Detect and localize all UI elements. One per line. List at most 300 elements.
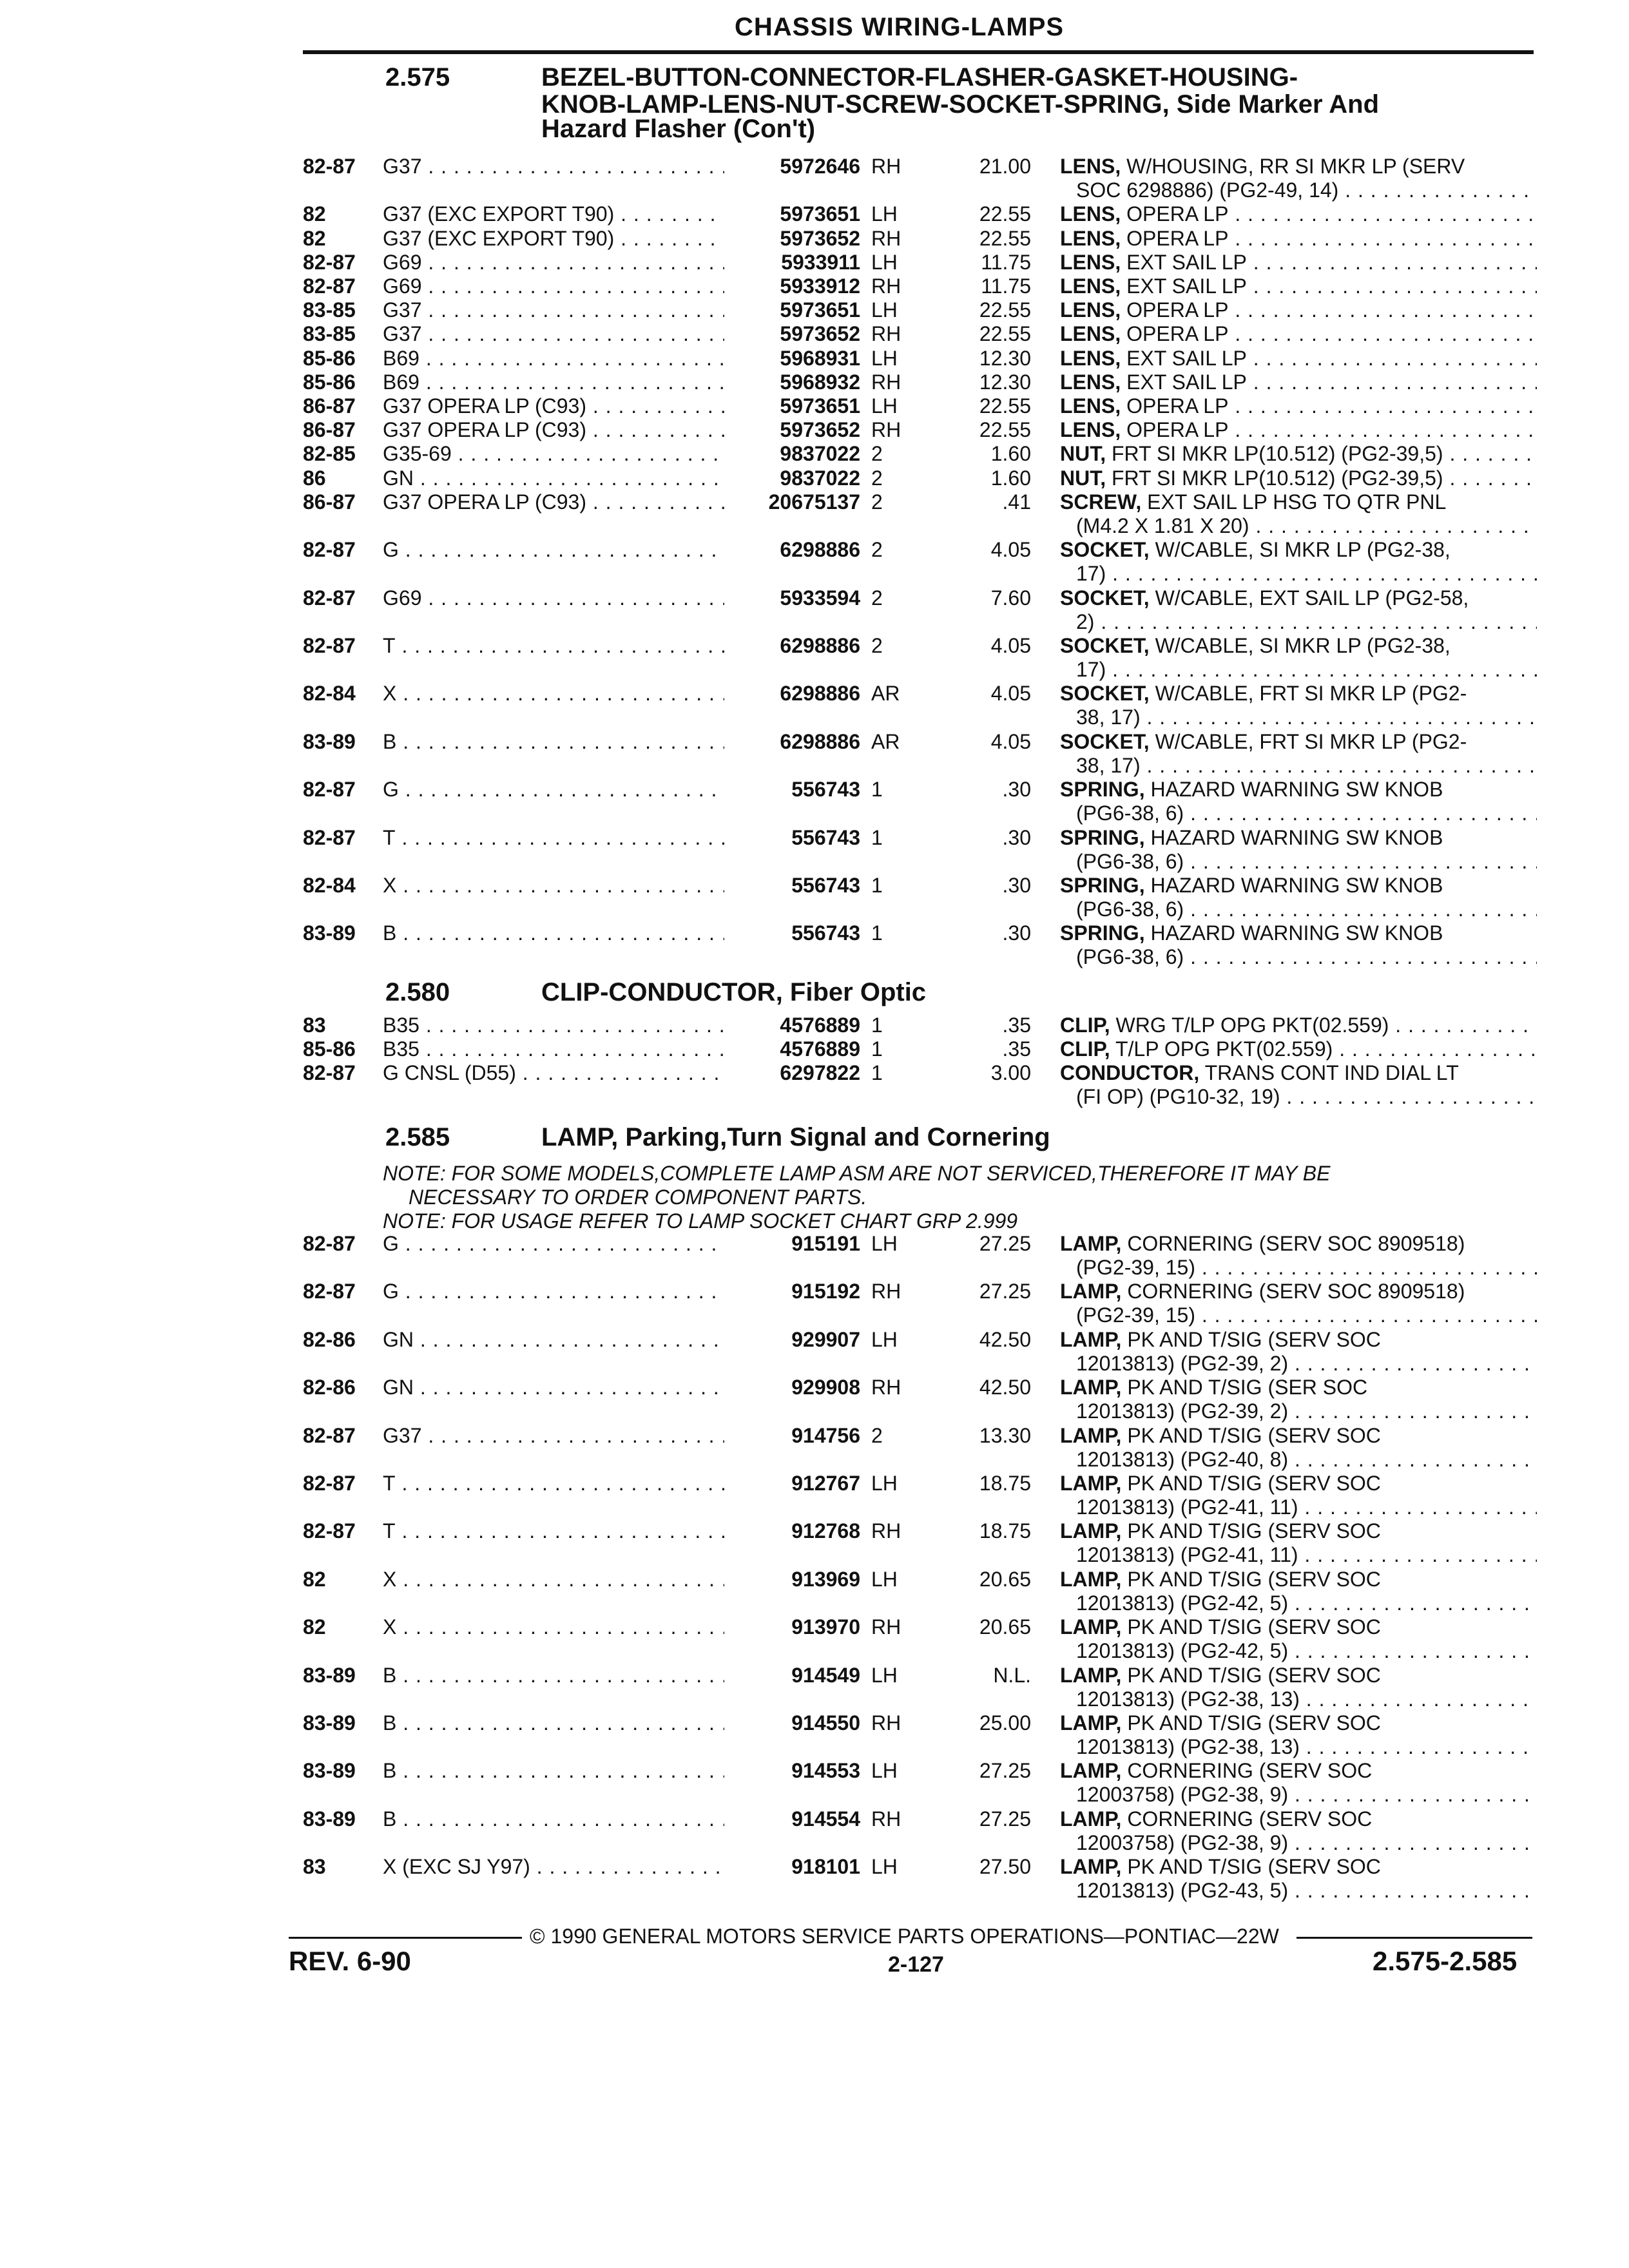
description bbox=[1060, 874, 1537, 921]
description-line bbox=[1060, 1615, 1537, 1639]
price: 27.50 bbox=[979, 1855, 1031, 1879]
description-line bbox=[1060, 874, 1537, 898]
description-line bbox=[1060, 1664, 1537, 1687]
model-years: 82-87 bbox=[303, 1519, 356, 1543]
description-line bbox=[1060, 370, 1537, 394]
price: 11.75 bbox=[981, 250, 1031, 274]
model-code: GN . . . bbox=[383, 1328, 724, 1352]
description bbox=[1060, 227, 1537, 251]
model-code: G37 (EXC EXPORT T90) . . . bbox=[383, 227, 724, 251]
description-line bbox=[1060, 1328, 1537, 1352]
part-number: 5973652 bbox=[780, 226, 860, 250]
price: 4.05 bbox=[990, 538, 1031, 562]
model-years: 82-84 bbox=[303, 682, 356, 706]
description-text: W/HOUSING, RR SI MKR LP (SERV bbox=[1126, 155, 1465, 178]
part-number: 929907 bbox=[791, 1327, 860, 1351]
part-keyword: CLIP, bbox=[1060, 1014, 1110, 1037]
model-code: B35 . . . bbox=[383, 1014, 724, 1037]
part-keyword: NUT, bbox=[1060, 442, 1106, 466]
description-line bbox=[1060, 826, 1537, 850]
description-text: W/CABLE, EXT SAIL LP (PG2-58, bbox=[1155, 586, 1469, 610]
section-title-line: LAMP, Parking,Turn Signal and Cornering bbox=[541, 1123, 1050, 1151]
part-number: 4576889 bbox=[780, 1037, 860, 1061]
part-number: 914554 bbox=[791, 1807, 860, 1831]
price: .35 bbox=[1002, 1014, 1031, 1037]
part-number: 556743 bbox=[791, 874, 860, 897]
model-years: 82 bbox=[303, 1567, 326, 1591]
description bbox=[1060, 1472, 1537, 1519]
quantity: AR bbox=[871, 729, 900, 753]
model-years: 85-86 bbox=[303, 1037, 356, 1061]
description bbox=[1060, 1759, 1537, 1807]
description-text: PK AND T/SIG (SERV SOC bbox=[1127, 1855, 1381, 1879]
part-number: 914756 bbox=[791, 1423, 860, 1447]
model-years: 82-87 bbox=[303, 250, 356, 274]
part-number: 4576889 bbox=[780, 1014, 860, 1037]
description-continuation: 38, 17) . . . bbox=[1060, 754, 1537, 778]
part-keyword: SOCKET, bbox=[1060, 538, 1150, 562]
quantity: LH bbox=[871, 250, 898, 274]
model-code: T . . . bbox=[383, 1519, 724, 1543]
quantity: RH bbox=[871, 1280, 901, 1303]
footer-rule bbox=[289, 1937, 522, 1939]
model-code: B . . . bbox=[383, 1664, 724, 1687]
model-years: 83-85 bbox=[303, 322, 356, 346]
description-continuation: 17) . . . bbox=[1060, 658, 1537, 682]
price: 12.30 bbox=[979, 370, 1031, 394]
model-code: G37 OPERA LP (C93) . . . bbox=[383, 394, 724, 418]
description-text: CORNERING (SERV SOC 8909518) bbox=[1127, 1280, 1465, 1303]
part-keyword: SPRING, bbox=[1060, 825, 1145, 849]
price: 21.00 bbox=[979, 155, 1031, 178]
part-keyword: SOCKET, bbox=[1060, 634, 1150, 657]
description-continuation: (FI OP) (PG10-32, 19) . . . bbox=[1060, 1085, 1537, 1109]
price: 11.75 bbox=[981, 274, 1031, 298]
model-code: B35 . . . bbox=[383, 1037, 724, 1061]
description bbox=[1060, 418, 1537, 442]
description-continuation: 12013813) (PG2-42, 5) . . . bbox=[1060, 1639, 1537, 1663]
model-years: 82-87 bbox=[303, 538, 356, 562]
model-code: G CNSL (D55) . . . bbox=[383, 1061, 724, 1085]
price: 22.55 bbox=[979, 202, 1031, 226]
model-years: 83-89 bbox=[303, 729, 356, 753]
part-keyword: LENS, bbox=[1060, 370, 1121, 394]
part-keyword: LAMP, bbox=[1060, 1855, 1122, 1879]
quantity: 1 bbox=[871, 1014, 883, 1037]
description-text: W/CABLE, FRT SI MKR LP (PG2- bbox=[1155, 682, 1467, 706]
description-text: CORNERING (SERV SOC bbox=[1127, 1807, 1373, 1831]
part-keyword: LENS, bbox=[1060, 298, 1121, 322]
model-years: 82-84 bbox=[303, 874, 356, 897]
description bbox=[1060, 1664, 1537, 1711]
description-continuation: 12013813) (PG2-39, 2) . . . bbox=[1060, 1352, 1537, 1376]
model-years: 85-86 bbox=[303, 346, 356, 370]
price: .30 bbox=[1002, 825, 1031, 849]
part-number: 5973651 bbox=[780, 202, 860, 226]
part-number: 5933594 bbox=[780, 586, 860, 610]
model-years: 85-86 bbox=[303, 370, 356, 394]
part-number: 912767 bbox=[791, 1472, 860, 1495]
model-code: G37 (EXC EXPORT T90) . . . bbox=[383, 202, 724, 226]
model-years: 82-86 bbox=[303, 1376, 356, 1399]
part-number: 5933912 bbox=[780, 274, 860, 298]
model-years: 86-87 bbox=[303, 418, 356, 442]
description-continuation: 12013813) (PG2-38, 13) . . . bbox=[1060, 1735, 1537, 1759]
description-line bbox=[1060, 1280, 1537, 1303]
part-keyword: SOCKET, bbox=[1060, 729, 1150, 753]
part-keyword: SPRING, bbox=[1060, 874, 1145, 897]
part-number: 913970 bbox=[791, 1615, 860, 1639]
description-line bbox=[1060, 730, 1537, 754]
part-keyword: LENS, bbox=[1060, 418, 1121, 442]
price: 4.05 bbox=[990, 682, 1031, 706]
page-title: CHASSIS WIRING-LAMPS bbox=[735, 13, 1065, 41]
model-years: 82-87 bbox=[303, 155, 356, 178]
part-keyword: LAMP, bbox=[1060, 1807, 1122, 1831]
part-keyword: SOCKET, bbox=[1060, 682, 1150, 706]
model-code: G69 . . . bbox=[383, 274, 724, 298]
part-number: 5933911 bbox=[781, 250, 860, 274]
description bbox=[1060, 202, 1537, 226]
quantity: LH bbox=[871, 1663, 898, 1687]
model-years: 82-86 bbox=[303, 1327, 356, 1351]
model-years: 86-87 bbox=[303, 490, 356, 514]
description bbox=[1060, 1711, 1537, 1759]
description-continuation: (PG2-39, 15) . . . bbox=[1060, 1256, 1537, 1280]
model-years: 82 bbox=[303, 1615, 326, 1639]
description-continuation: 12013813) (PG2-38, 13) . . . bbox=[1060, 1687, 1537, 1711]
part-number: 5973652 bbox=[780, 418, 860, 442]
part-keyword: SPRING, bbox=[1060, 778, 1145, 802]
description-text: TRANS CONT IND DIAL LT bbox=[1204, 1061, 1459, 1085]
description-text: OPERA LP bbox=[1126, 394, 1229, 418]
model-code: B . . . bbox=[383, 921, 724, 945]
description-line bbox=[1060, 274, 1537, 298]
description-text: EXT SAIL LP bbox=[1126, 274, 1247, 298]
description-continuation: 12013813) (PG2-42, 5) . . . bbox=[1060, 1591, 1537, 1615]
description bbox=[1060, 1855, 1537, 1903]
description bbox=[1060, 274, 1537, 298]
price: .30 bbox=[1002, 778, 1031, 802]
description-line bbox=[1060, 442, 1537, 466]
part-keyword: SOCKET, bbox=[1060, 586, 1150, 610]
quantity: LH bbox=[871, 1855, 898, 1879]
price: 4.05 bbox=[990, 729, 1031, 753]
description-text: W/CABLE, SI MKR LP (PG2-38, bbox=[1155, 538, 1451, 562]
model-years: 82-87 bbox=[303, 1423, 356, 1447]
model-code: G37 . . . bbox=[383, 1424, 724, 1448]
description-line bbox=[1060, 155, 1537, 178]
section-number: 2.575 bbox=[385, 63, 450, 91]
price: 22.55 bbox=[979, 298, 1031, 322]
description-line bbox=[1060, 347, 1537, 370]
description-text: OPERA LP bbox=[1126, 226, 1229, 250]
part-keyword: LENS, bbox=[1060, 202, 1121, 226]
part-keyword: LAMP, bbox=[1060, 1280, 1122, 1303]
model-code: GN . . . bbox=[383, 1376, 724, 1399]
description bbox=[1060, 1519, 1537, 1567]
model-years: 82-87 bbox=[303, 1280, 356, 1303]
revision-label: REV. 6-90 bbox=[289, 1946, 411, 1976]
description-line bbox=[1060, 1472, 1537, 1495]
price: .35 bbox=[1002, 1037, 1031, 1061]
description-text: PK AND T/SIG (SERV SOC bbox=[1127, 1615, 1381, 1639]
description bbox=[1060, 298, 1537, 322]
description-continuation: (M4.2 X 1.81 X 20) . . . bbox=[1060, 514, 1537, 538]
quantity: LH bbox=[871, 1327, 898, 1351]
model-years: 83 bbox=[303, 1014, 326, 1037]
description-line bbox=[1060, 322, 1537, 346]
quantity: 1 bbox=[871, 825, 883, 849]
model-years: 82-87 bbox=[303, 1232, 356, 1255]
part-keyword: LENS, bbox=[1060, 226, 1121, 250]
model-years: 86 bbox=[303, 466, 326, 490]
model-code: B . . . bbox=[383, 730, 724, 754]
description bbox=[1060, 1232, 1537, 1280]
header-rule bbox=[303, 50, 1534, 54]
model-code: T . . . bbox=[383, 1472, 724, 1495]
part-number: 5968931 bbox=[780, 346, 860, 370]
model-code: B . . . bbox=[383, 1807, 724, 1831]
price: 1.60 bbox=[990, 466, 1031, 490]
description bbox=[1060, 466, 1537, 490]
quantity: 2 bbox=[871, 586, 883, 610]
part-number: 556743 bbox=[791, 921, 860, 945]
part-number: 556743 bbox=[791, 825, 860, 849]
model-code: G37 OPERA LP (C93) . . . bbox=[383, 418, 724, 442]
model-code: G . . . bbox=[383, 778, 724, 802]
description-text: PK AND T/SIG (SERV SOC bbox=[1127, 1567, 1381, 1591]
model-years: 82-87 bbox=[303, 586, 356, 610]
model-years: 82-87 bbox=[303, 778, 356, 802]
section-title-line: Hazard Flasher (Con't) bbox=[541, 115, 816, 143]
price: N.L. bbox=[993, 1663, 1031, 1687]
model-years: 82-87 bbox=[303, 825, 356, 849]
description bbox=[1060, 1280, 1537, 1327]
description-line bbox=[1060, 227, 1537, 251]
description-text: PK AND T/SIG (SERV SOC bbox=[1127, 1519, 1381, 1543]
model-code: G . . . bbox=[383, 1280, 724, 1303]
description-line bbox=[1060, 466, 1537, 490]
description-line bbox=[1060, 1711, 1537, 1735]
quantity: RH bbox=[871, 418, 901, 442]
description bbox=[1060, 347, 1537, 370]
price: 13.30 bbox=[979, 1423, 1031, 1447]
description-text: HAZARD WARNING SW KNOB bbox=[1150, 921, 1443, 945]
description-text: CORNERING (SERV SOC 8909518) bbox=[1127, 1232, 1465, 1255]
description-line bbox=[1060, 394, 1537, 418]
quantity: LH bbox=[871, 1472, 898, 1495]
model-years: 83-89 bbox=[303, 921, 356, 945]
description-continuation: 12013813) (PG2-41, 11) . . . bbox=[1060, 1495, 1537, 1519]
price: 42.50 bbox=[979, 1376, 1031, 1399]
description-text: PK AND T/SIG (SERV SOC bbox=[1127, 1472, 1381, 1495]
model-code: G69 . . . bbox=[383, 251, 724, 274]
description-line bbox=[1060, 202, 1537, 226]
description-line bbox=[1060, 1568, 1537, 1591]
price: .41 bbox=[1002, 490, 1031, 514]
part-keyword: LENS, bbox=[1060, 274, 1121, 298]
description-line bbox=[1060, 682, 1537, 706]
model-code: X (EXC SJ Y97) . . . bbox=[383, 1855, 724, 1879]
model-code: G69 . . . bbox=[383, 586, 724, 610]
price: .30 bbox=[1002, 874, 1031, 897]
quantity: 2 bbox=[871, 1423, 883, 1447]
description-text: HAZARD WARNING SW KNOB bbox=[1150, 874, 1443, 897]
description-continuation: 38, 17) . . . bbox=[1060, 706, 1537, 729]
model-years: 83-85 bbox=[303, 298, 356, 322]
quantity: 1 bbox=[871, 921, 883, 945]
description bbox=[1060, 634, 1537, 682]
price: 20.65 bbox=[979, 1567, 1031, 1591]
part-keyword: LENS, bbox=[1060, 394, 1121, 418]
description-line bbox=[1060, 586, 1537, 610]
description bbox=[1060, 1568, 1537, 1615]
description-line bbox=[1060, 418, 1537, 442]
description-text: PK AND T/SIG (SER SOC bbox=[1127, 1376, 1368, 1399]
description-line bbox=[1060, 1759, 1537, 1783]
description bbox=[1060, 1014, 1537, 1037]
price: 27.25 bbox=[979, 1280, 1031, 1303]
quantity: 2 bbox=[871, 490, 883, 514]
description-text: OPERA LP bbox=[1126, 322, 1229, 346]
description-continuation: 12003758) (PG2-38, 9) . . . bbox=[1060, 1831, 1537, 1855]
section-title-line: CLIP-CONDUCTOR, Fiber Optic bbox=[541, 978, 927, 1006]
quantity: RH bbox=[871, 274, 901, 298]
description bbox=[1060, 538, 1537, 586]
quantity: RH bbox=[871, 1711, 901, 1735]
model-years: 83-89 bbox=[303, 1663, 356, 1687]
description-line bbox=[1060, 490, 1537, 514]
part-keyword: LAMP, bbox=[1060, 1615, 1122, 1639]
model-code: G37 . . . bbox=[383, 322, 724, 346]
part-number: 912768 bbox=[791, 1519, 860, 1543]
part-number: 914553 bbox=[791, 1759, 860, 1783]
description-continuation: 17) . . . bbox=[1060, 562, 1537, 586]
model-code: X . . . bbox=[383, 1568, 724, 1591]
description-line bbox=[1060, 778, 1537, 802]
quantity: RH bbox=[871, 322, 901, 346]
part-keyword: LENS, bbox=[1060, 346, 1121, 370]
description-text: W/CABLE, FRT SI MKR LP (PG2- bbox=[1155, 729, 1467, 753]
model-code: B69 . . . bbox=[383, 370, 724, 394]
description-continuation: SOC 6298886) (PG2-49, 14) . . . bbox=[1060, 178, 1537, 202]
description bbox=[1060, 155, 1537, 202]
description-text: PK AND T/SIG (SERV SOC bbox=[1127, 1711, 1381, 1735]
description-line bbox=[1060, 1232, 1537, 1256]
quantity: LH bbox=[871, 346, 898, 370]
part-number: 5968932 bbox=[780, 370, 860, 394]
section-title-line: BEZEL-BUTTON-CONNECTOR-FLASHER-GASKET-HOUSING- bbox=[541, 63, 1298, 91]
price: 18.75 bbox=[979, 1519, 1031, 1543]
price: 42.50 bbox=[979, 1327, 1031, 1351]
description bbox=[1060, 394, 1537, 418]
description-text: EXT SAIL LP bbox=[1126, 346, 1247, 370]
description-text: W/CABLE, SI MKR LP (PG2-38, bbox=[1155, 634, 1451, 657]
part-keyword: LAMP, bbox=[1060, 1663, 1122, 1687]
description-text: CORNERING (SERV SOC bbox=[1127, 1759, 1373, 1783]
description-line bbox=[1060, 1807, 1537, 1831]
description-text: OPERA LP bbox=[1126, 298, 1229, 322]
price: 25.00 bbox=[979, 1711, 1031, 1735]
quantity: LH bbox=[871, 298, 898, 322]
model-code: X . . . bbox=[383, 1615, 724, 1639]
description bbox=[1060, 921, 1537, 969]
section-number: 2.585 bbox=[385, 1123, 450, 1151]
model-years: 82-87 bbox=[303, 634, 356, 657]
part-keyword: LAMP, bbox=[1060, 1759, 1122, 1783]
part-number: 918101 bbox=[791, 1855, 860, 1879]
model-code: G . . . bbox=[383, 538, 724, 562]
description-text: HAZARD WARNING SW KNOB bbox=[1150, 825, 1443, 849]
model-years: 83-89 bbox=[303, 1759, 356, 1783]
model-code: GN . . . bbox=[383, 466, 724, 490]
description-text: PK AND T/SIG (SERV SOC bbox=[1127, 1327, 1381, 1351]
part-number: 914550 bbox=[791, 1711, 860, 1735]
model-years: 86-87 bbox=[303, 394, 356, 418]
description-line bbox=[1060, 298, 1537, 322]
description bbox=[1060, 682, 1537, 729]
description-text: FRT SI MKR LP(10.512) (PG2-39,5) bbox=[1112, 442, 1443, 466]
price: .30 bbox=[1002, 921, 1031, 945]
description-text: HAZARD WARNING SW KNOB bbox=[1150, 778, 1443, 802]
part-number: 929908 bbox=[791, 1376, 860, 1399]
price: 22.55 bbox=[979, 418, 1031, 442]
description-continuation: 12003758) (PG2-38, 9) . . . bbox=[1060, 1783, 1537, 1807]
price: 22.55 bbox=[979, 394, 1031, 418]
description bbox=[1060, 1424, 1537, 1472]
model-code: B . . . bbox=[383, 1759, 724, 1783]
description bbox=[1060, 251, 1537, 274]
part-keyword: LAMP, bbox=[1060, 1567, 1122, 1591]
description-line bbox=[1060, 1037, 1537, 1061]
description-line bbox=[1060, 1376, 1537, 1399]
description bbox=[1060, 442, 1537, 466]
model-code: T . . . bbox=[383, 634, 724, 658]
part-number: 5972646 bbox=[780, 155, 860, 178]
price: 22.55 bbox=[979, 226, 1031, 250]
part-keyword: LAMP, bbox=[1060, 1232, 1122, 1255]
quantity: 2 bbox=[871, 634, 883, 657]
note-line: NOTE: FOR USAGE REFER TO LAMP SOCKET CHART GRP 2.999 bbox=[383, 1209, 1018, 1233]
description-continuation: 12013813) (PG2-40, 8) . . . bbox=[1060, 1448, 1537, 1472]
description-continuation: 2) . . . bbox=[1060, 610, 1537, 634]
page-number: 2-127 bbox=[888, 1952, 944, 1977]
quantity: 1 bbox=[871, 1037, 883, 1061]
part-number: 914549 bbox=[791, 1663, 860, 1687]
part-number: 6297822 bbox=[780, 1061, 860, 1085]
model-code: B . . . bbox=[383, 1711, 724, 1735]
model-years: 82-87 bbox=[303, 1061, 356, 1085]
description bbox=[1060, 1615, 1537, 1663]
part-keyword: CLIP, bbox=[1060, 1037, 1110, 1061]
note-line: NECESSARY TO ORDER COMPONENT PARTS. bbox=[409, 1186, 867, 1209]
model-years: 82 bbox=[303, 202, 326, 226]
price: 27.25 bbox=[979, 1232, 1031, 1255]
description bbox=[1060, 490, 1537, 538]
price: 18.75 bbox=[979, 1472, 1031, 1495]
part-number: 5973651 bbox=[780, 394, 860, 418]
description-line bbox=[1060, 921, 1537, 945]
price: 22.55 bbox=[979, 322, 1031, 346]
model-code: G35-69 . . . bbox=[383, 442, 724, 466]
part-keyword: LAMP, bbox=[1060, 1519, 1122, 1543]
description-text: T/LP OPG PKT(02.559) bbox=[1115, 1037, 1333, 1061]
section-title-line: KNOB-LAMP-LENS-NUT-SCREW-SOCKET-SPRING, Side Marker And bbox=[541, 90, 1379, 119]
quantity: RH bbox=[871, 226, 901, 250]
part-number: 9837022 bbox=[780, 442, 860, 466]
description-line bbox=[1060, 1855, 1537, 1879]
